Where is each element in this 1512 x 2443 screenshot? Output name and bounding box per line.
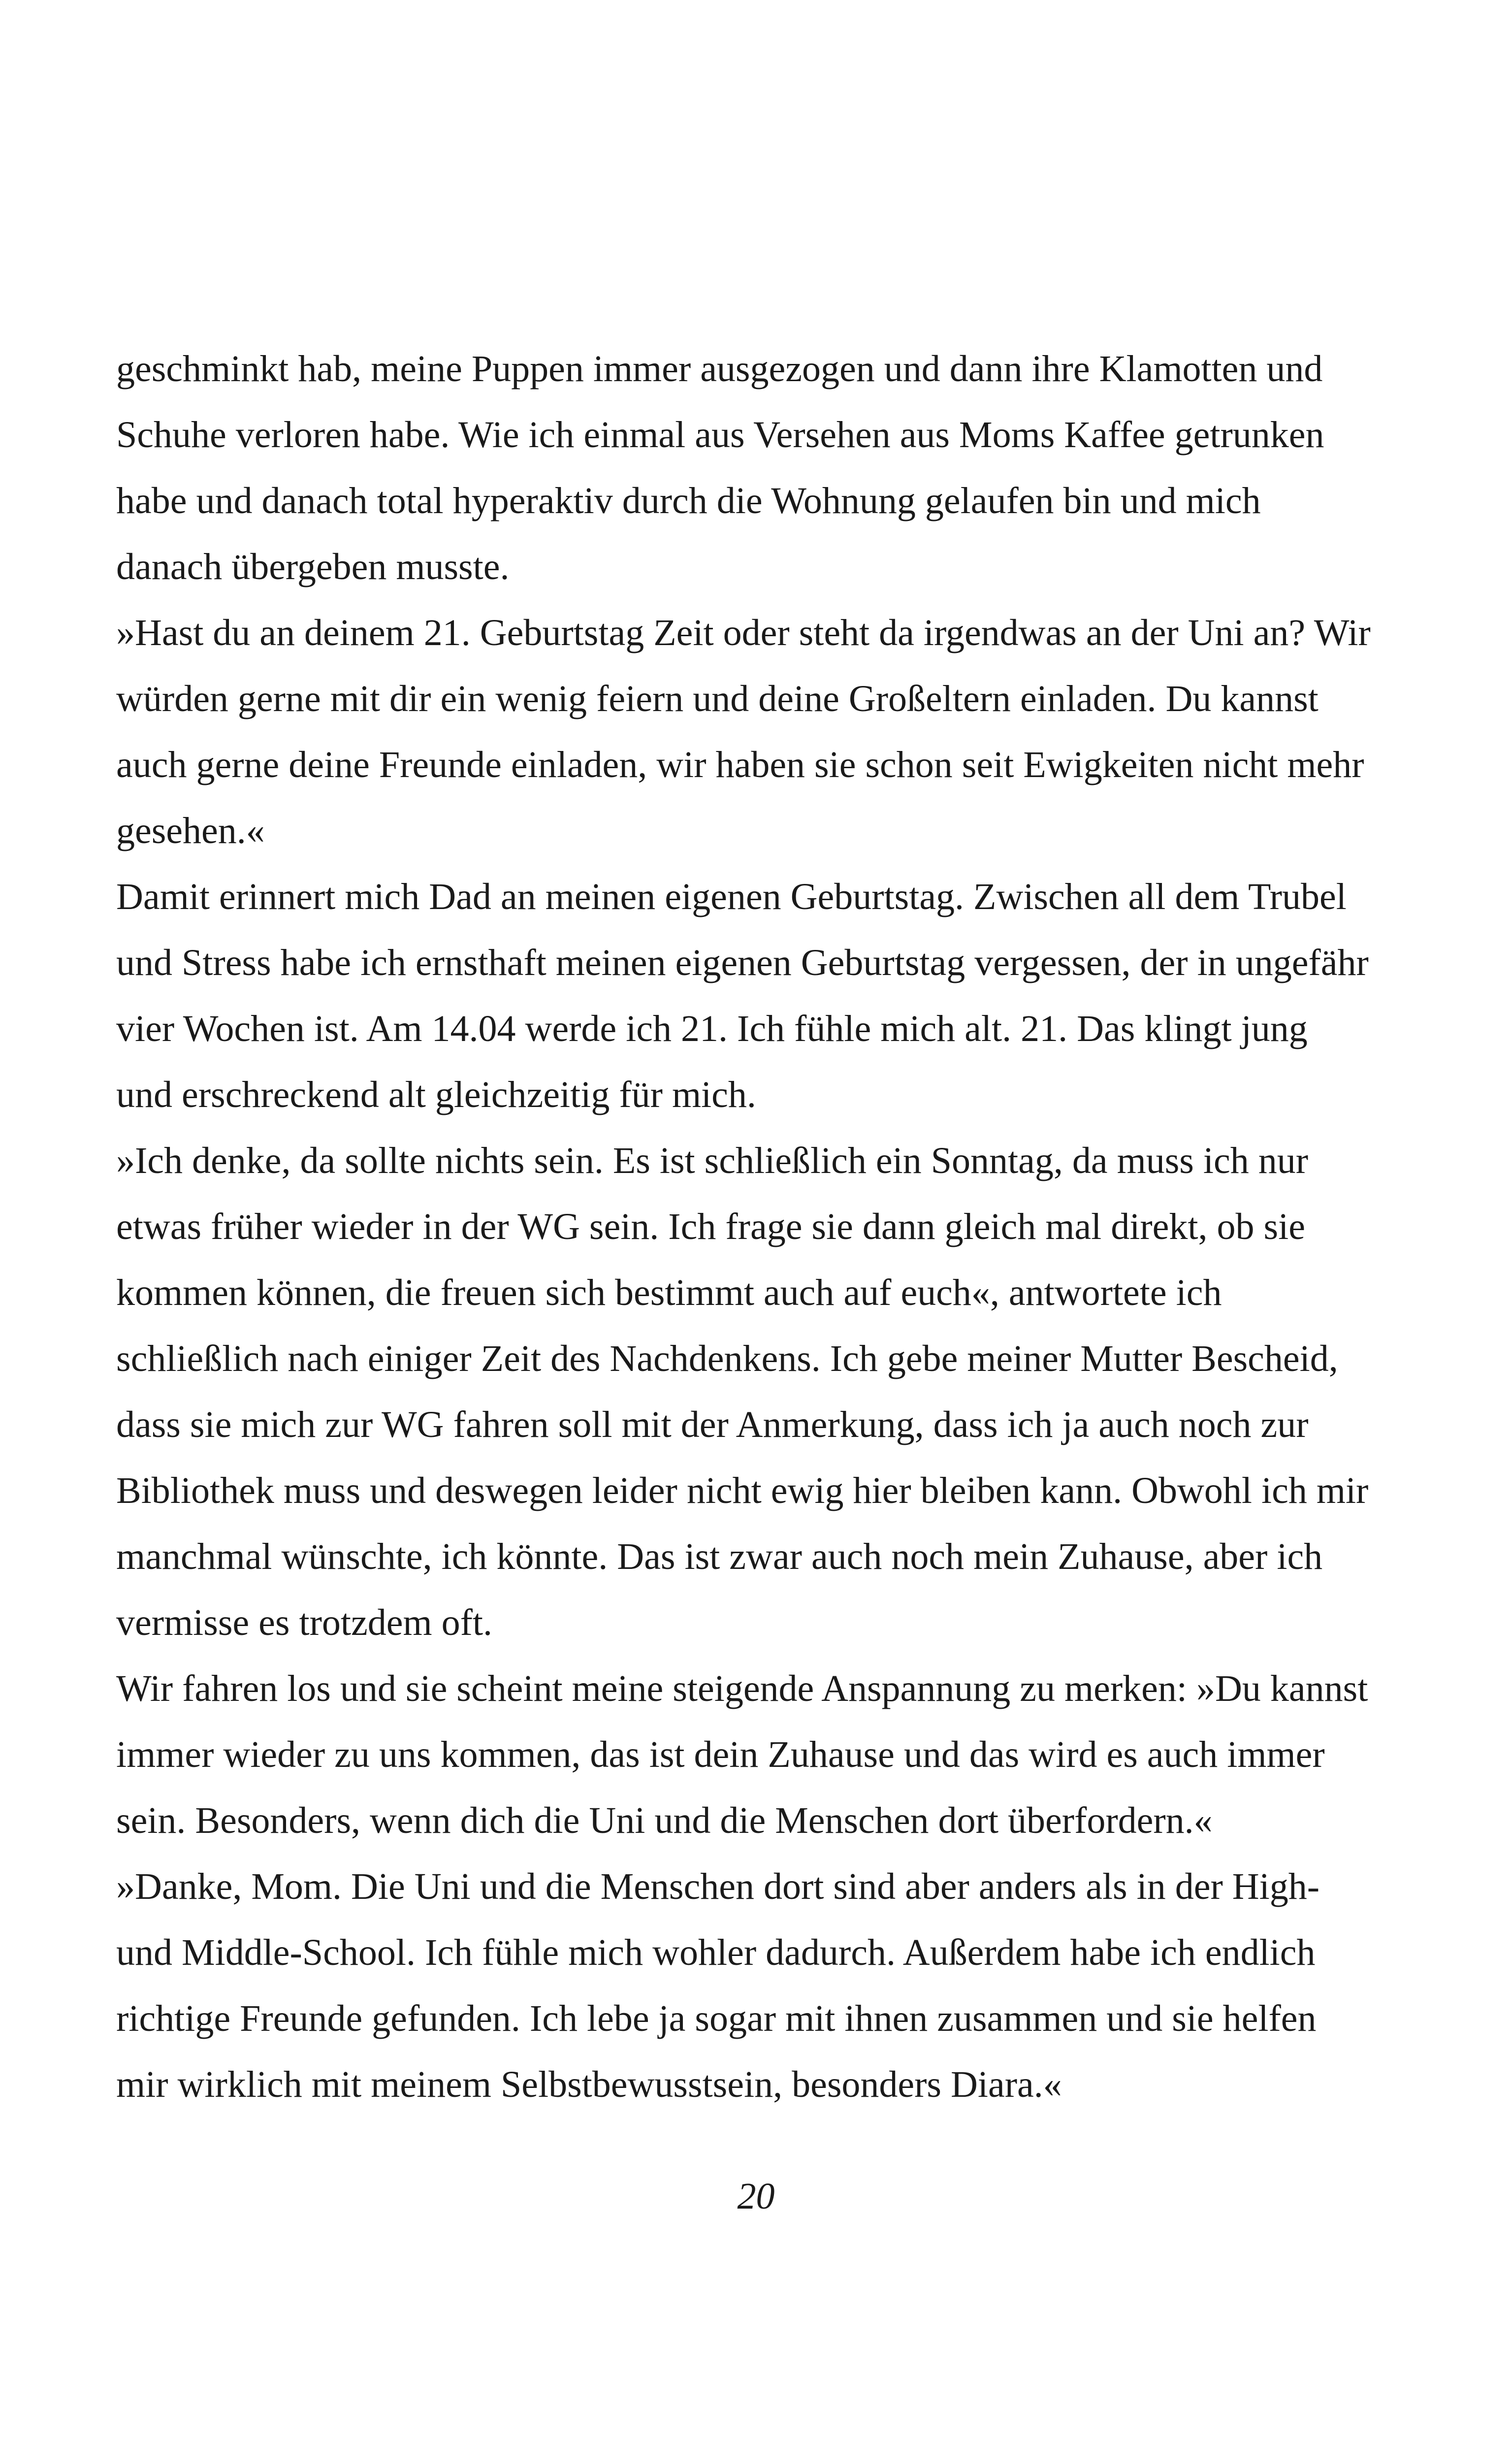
text-line: »Danke, Mom. Die Uni und die Menschen dort sind aber anders als in der High- xyxy=(116,1866,1320,1907)
text-line: vier Wochen ist. Am 14.04 werde ich 21. Ich fühle mich alt. 21. Das klingt jung xyxy=(116,1008,1308,1049)
text-line: manchmal wünschte, ich könnte. Das ist zwar auch noch mein Zuhause, aber ich xyxy=(116,1536,1323,1577)
text-line: immer wieder zu uns kommen, das ist dein Zuhause und das wird es auch immer xyxy=(116,1734,1325,1775)
text-line: sein. Besonders, wenn dich die Uni und die Menschen dort überfordern.« xyxy=(116,1800,1213,1841)
text-line: mir wirklich mit meinem Selbstbewusstsein, besonders Diara.« xyxy=(116,2064,1062,2105)
text-line: auch gerne deine Freunde einladen, wir haben sie schon seit Ewigkeiten nicht mehr xyxy=(116,744,1364,785)
text-line: vermisse es trotzdem oft. xyxy=(116,1602,493,1643)
text-line: Wir fahren los und sie scheint meine steigende Anspannung zu merken: »Du kannst xyxy=(116,1668,1368,1709)
text-line: gesehen.« xyxy=(116,810,265,851)
text-line: Schuhe verloren habe. Wie ich einmal aus Versehen aus Moms Kaffee getrunken xyxy=(116,414,1324,456)
text-line: »Hast du an deinem 21. Geburtstag Zeit oder steht da irgendwas an der Uni an? Wir xyxy=(116,612,1371,653)
text-line: würden gerne mit dir ein wenig feiern und deine Großeltern einladen. Du kannst xyxy=(116,678,1319,719)
text-line: richtige Freunde gefunden. Ich lebe ja sogar mit ihnen zusammen und sie helfen xyxy=(116,1998,1317,2039)
text-line: etwas früher wieder in der WG sein. Ich frage sie dann gleich mal direkt, ob sie xyxy=(116,1206,1305,1247)
text-line: und erschreckend alt gleichzeitig für mich. xyxy=(116,1074,756,1115)
text-line: und Stress habe ich ernsthaft meinen eigenen Geburtstag vergessen, der in ungefähr xyxy=(116,942,1369,983)
text-line: habe und danach total hyperaktiv durch die Wohnung gelaufen bin und mich xyxy=(116,480,1261,521)
text-line: danach übergeben musste. xyxy=(116,546,510,587)
text-line: und Middle-School. Ich fühle mich wohler dadurch. Außerdem habe ich endlich xyxy=(116,1932,1316,1973)
text-line: geschminkt hab, meine Puppen immer ausgezogen und dann ihre Klamotten und xyxy=(116,348,1323,390)
text-line: kommen können, die freuen sich bestimmt auch auf euch«, antwortete ich xyxy=(116,1272,1222,1313)
body-text xyxy=(116,336,1416,2117)
text-line: dass sie mich zur WG fahren soll mit der Anmerkung, dass ich ja auch noch zur xyxy=(116,1404,1309,1445)
page-number: 20 xyxy=(737,2176,775,2217)
text-line: schließlich nach einiger Zeit des Nachdenkens. Ich gebe meiner Mutter Bescheid, xyxy=(116,1338,1338,1379)
text-line: Damit erinnert mich Dad an meinen eigenen Geburtstag. Zwischen all dem Trubel xyxy=(116,876,1347,917)
text-line: Bibliothek muss und deswegen leider nicht ewig hier bleiben kann. Obwohl ich mir xyxy=(116,1470,1369,1511)
text-line: »Ich denke, da sollte nichts sein. Es ist schließlich ein Sonntag, da muss ich nur xyxy=(116,1140,1309,1181)
